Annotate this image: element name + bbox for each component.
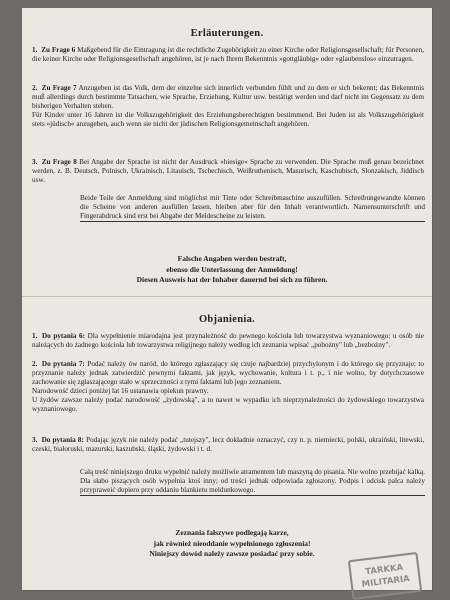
item-text: Anzugeben ist das Volk, dem der einzelne sich innerlich verbunden fühlt und zu dem er sich bekennt; das Bekenntnis muß allerdings durch bestimmte Tatsachen, wie Sprache, Erziehung, Kultur usw. bestätigt werden und darf nicht im Gegensatz zu dem bisherigen Verhalten stehen. [32, 84, 424, 111]
polish-item-3 [32, 436, 424, 454]
item-number: 2. [32, 360, 38, 368]
question-label: Zu Frage 8 [41, 158, 77, 166]
polish-warning [42, 528, 422, 560]
polish-item-2 [32, 360, 424, 415]
question-label: Do pytania 6: [41, 332, 86, 340]
polish-item-1 [32, 332, 424, 350]
question-label: Zu Frage 6 [41, 46, 76, 54]
item-number: 1. [32, 46, 38, 54]
item-extra: Für Kinder unter 16 Jahren ist die Volkszugehörigkeit des Erziehungsberechtigten bestimmend. Bei Juden ist als Volkszugehörigkeit stets »jüdisch« anzugeben, auch wenn sie nicht der jüdischen Religionsgemeinschaft angehören. [32, 111, 424, 129]
item-text: Maßgebend für die Eintragung ist die rechtliche Zugehörigkeit zu einer Kirche oder Religionsgesellschaft; für Personen, die keiner Kirche oder Religionsgesellschaft angehören, ist je nach Ihrem Bekenntnis »gottgläubig« oder »glaubenslos« einzutragen. [32, 46, 425, 64]
item-text: Podać należy ów naród, do którego zgłaszający się czuje najbardziej przychylonym i do którego się przyznaje; to przyznanie należy jednak zatwierdzić pewnymi faktami, jak język, wychowanie, kultura i t. p., i nie wolno, by dotychczasowe zachowanie się zgłaszającego stało w sprzeczności z tymi faktami lub jego zeznaniem. [32, 360, 425, 387]
document-page [22, 8, 432, 590]
question-label: Do pytania 7: [41, 360, 85, 368]
warning-line: jak również nieoddanie wypełnionego zgłoszenia! [153, 538, 311, 548]
item-text: Bei Angabe der Sprache ist nicht der Ausdruck »hiesige« Sprache zu verwenden. Die Sprache muß genau bezeichnet werden, z. B. Deutsch, Polnisch, Ukrainisch, Litauisch, Tschechisch, Weißruthenisch, Masurisch, Kaschubisch, Slonzakisch, Jiddisch usw. [32, 158, 425, 185]
stamp-line-2: MILITARIA [361, 574, 411, 590]
stamp-line-1: TARKKA [364, 562, 404, 578]
warning-line: ebenso die Unterlassung der Anmeldung! [166, 264, 298, 274]
german-instructions [80, 194, 425, 222]
instruction-text: Beide Teile der Anmeldung sind möglichst mit Tinte oder Schreibmaschine auszufüllen. Schreibungewandte können die Scheine von anderen ausfüllen lassen, bleiben aber für den Inhalt verantwortlich. Namensunterschrift und Fingerabdruck sind erst bei Abgabe der Meldescheine zu leisten. [80, 194, 425, 222]
warning-line: Falsche Angaben werden bestraft, [177, 254, 287, 263]
item-extra: U żydów zawsze należy podać narodowość „żydowską", a to nawet w wypadku ich nieprzynależności do żydowskiego towarzystwa wyznaniowego. [32, 396, 424, 414]
german-title: Erläuterungen. [190, 28, 264, 39]
instruction-text: Całą treść niniejszego druku wypełnić należy możliwie atramentem lub maszyną do pisania. Nie wolno przebijać kalką. Dla słabo piszących osób wypełnia ktoś inny; od treści jednak odpowiada zgłoszony. Podpis i odcisk palca należy przypraweić dopiero przy oddaniu blankietu meldunkowego. [80, 468, 425, 496]
item-number: 2. [32, 84, 38, 92]
warning-line: Niniejszy dowód należy zawsze posiadać przy sobie. [149, 549, 315, 558]
question-label: Do pytania 8: [41, 436, 84, 444]
polish-title: Objanienia. [198, 314, 256, 325]
german-item-2 [32, 84, 424, 129]
german-warning [42, 254, 422, 286]
question-label: Zu Frage 7 [41, 84, 77, 92]
item-number: 3. [32, 436, 38, 444]
polish-instructions [80, 468, 425, 496]
watermark-stamp [348, 552, 422, 600]
german-item-1 [32, 46, 424, 64]
item-extra: Narodowość dzieci poniżej lat 16 ustanawia opiekun prawny. [32, 387, 209, 396]
warning-line: Diesen Ausweis hat der Inhaber dauernd bei sich zu führen. [136, 275, 328, 284]
item-number: 3. [32, 158, 38, 166]
item-text: Dla wypełnienie miarodajna jest przynależność do pewnego kościoła lub towarzystwa wyznaniowego; u osób nie należących do żadnego kościoła lub towarzystwa religijnego należy według ich zeznania wpisać „pobożny" lub „bezbożny". [32, 332, 424, 350]
warning-line: Zeznania fałszywe podlegają karze, [175, 528, 289, 537]
german-item-3 [32, 158, 424, 185]
item-number: 1. [32, 332, 38, 340]
item-text: Podając język nie należy podać „tutejszy", lecz dokładnie oznaczyć, czy n. p. niemiecki, polski, ukraiński, litewski, czeski, białoruski, mazurski, kaszubski, śląski, żydowski i t. d. [32, 436, 424, 454]
